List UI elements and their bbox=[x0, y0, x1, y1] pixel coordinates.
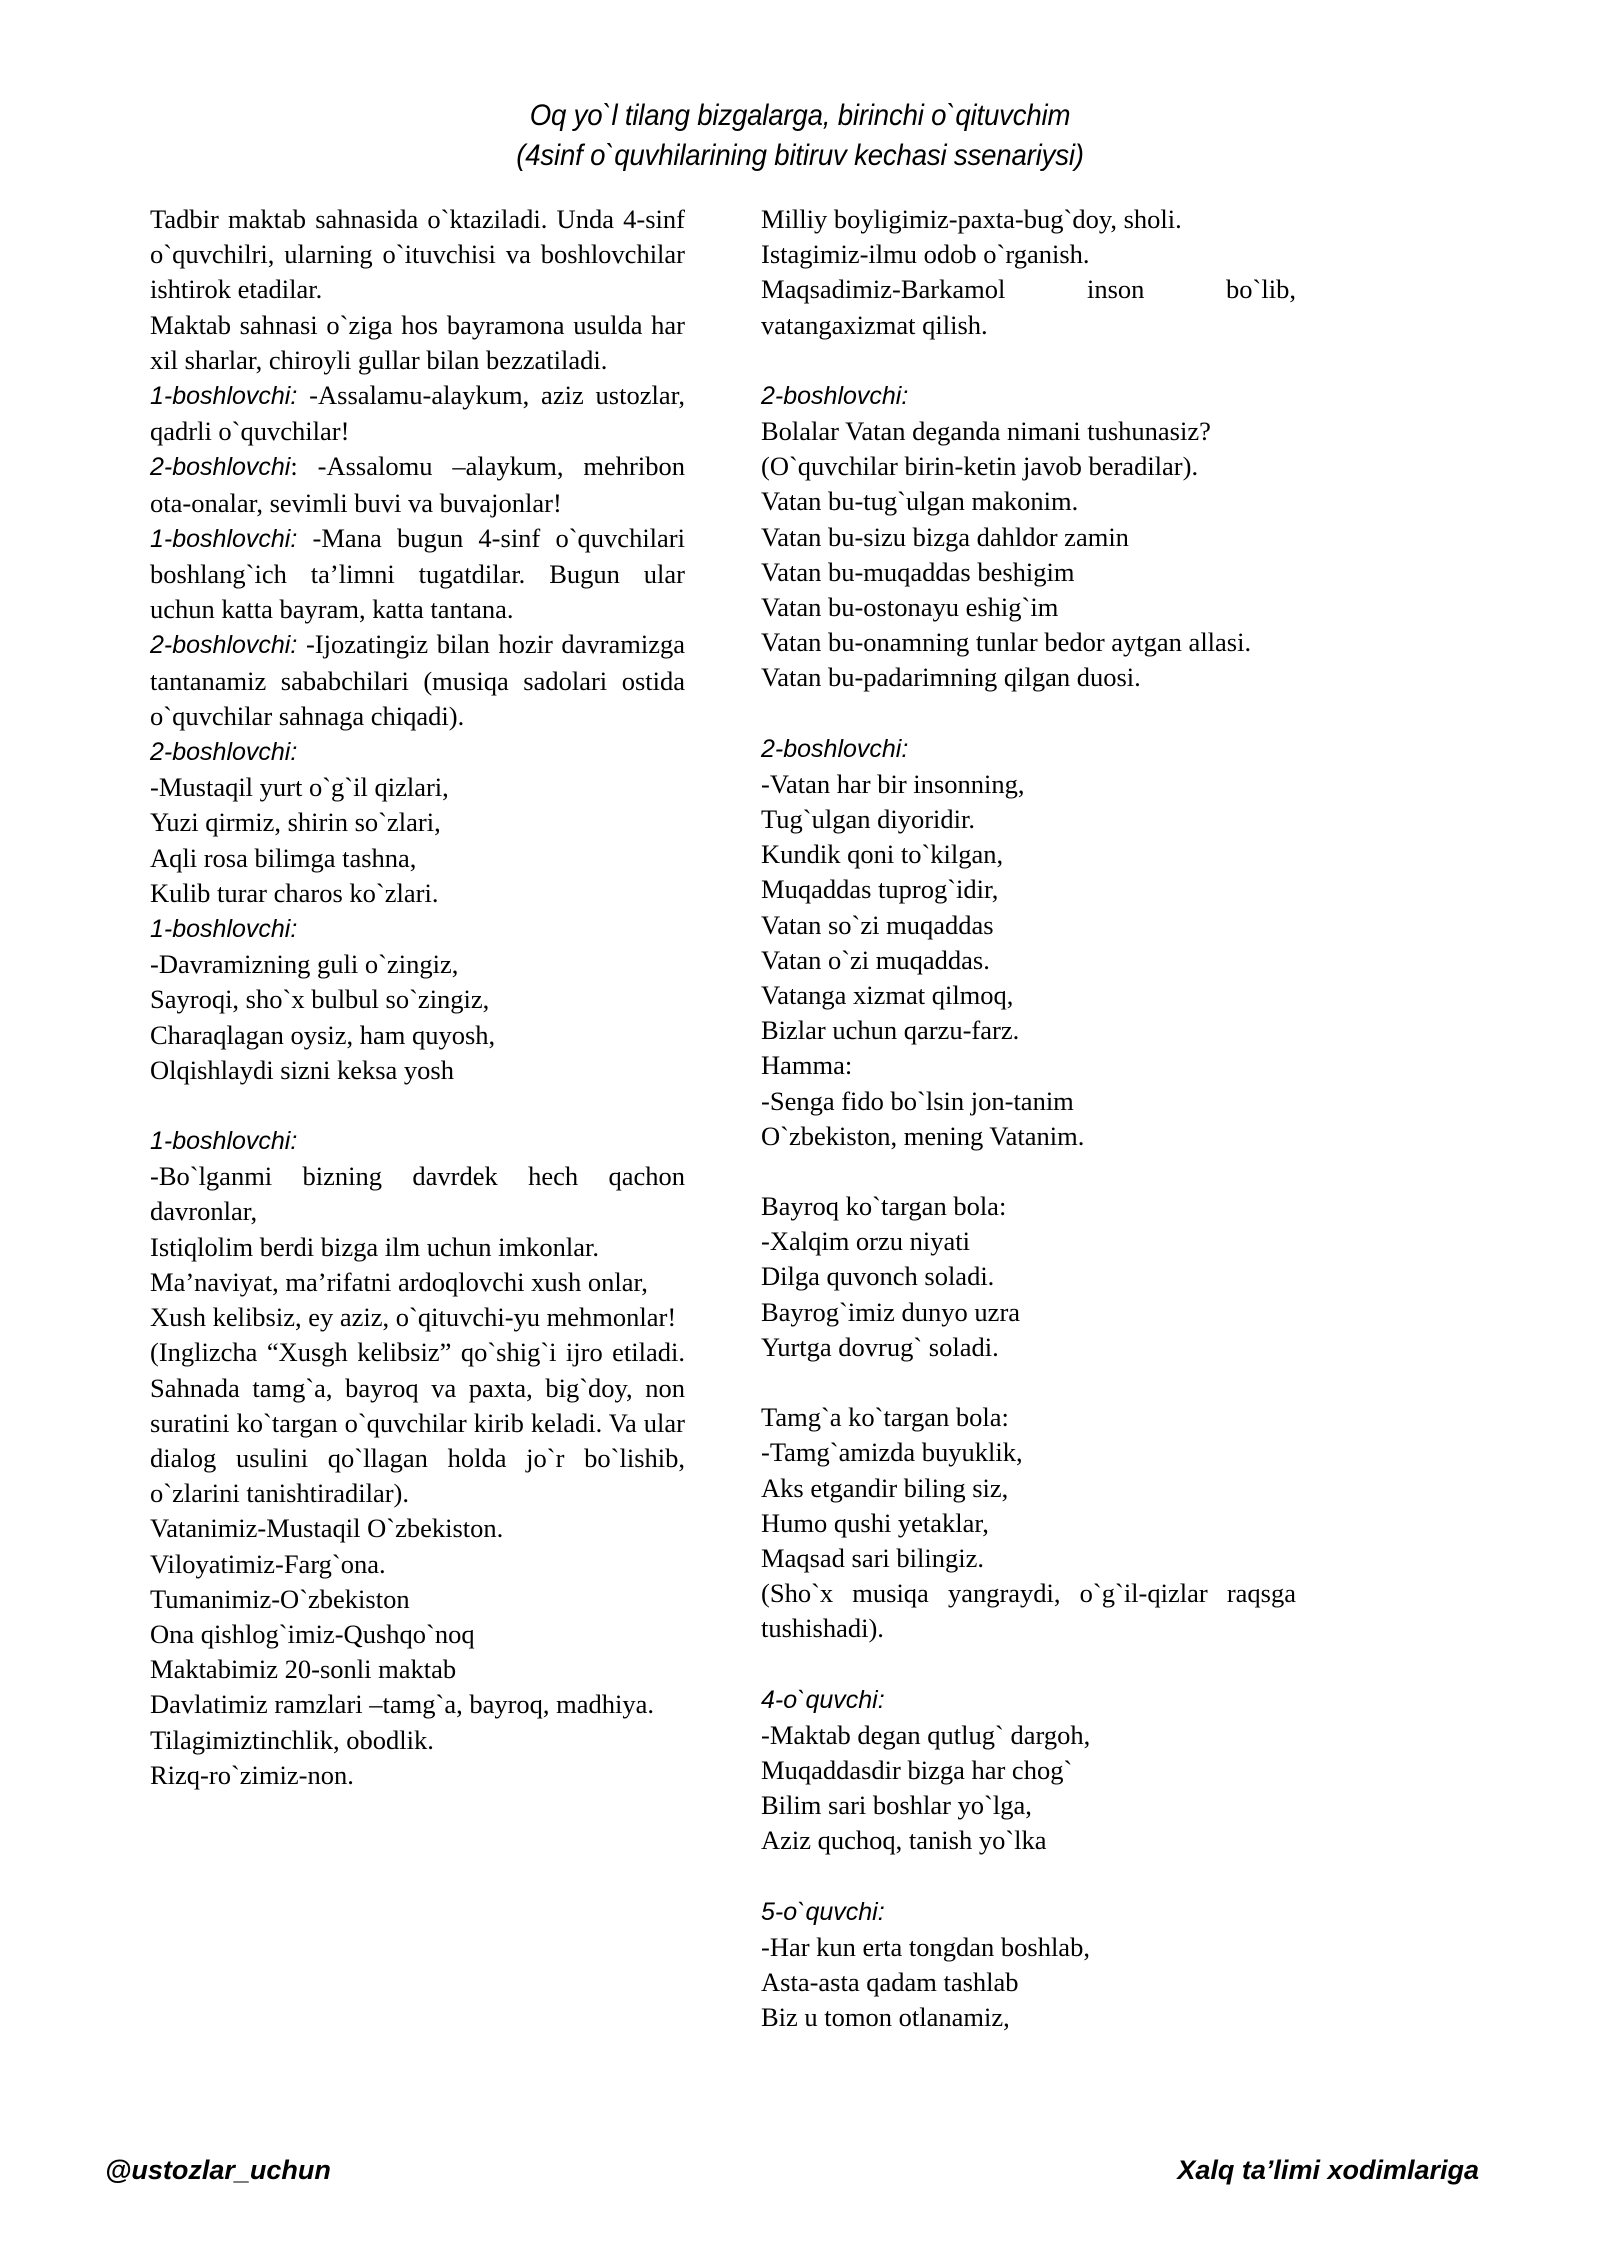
verse-line: Ona qishlog`imiz-Qushqo`noq bbox=[150, 1618, 475, 1649]
verse-line: Dilga quvonch soladi. bbox=[761, 1261, 995, 1292]
spacer bbox=[761, 696, 1296, 731]
spacer bbox=[761, 1154, 1296, 1189]
spacer bbox=[761, 1647, 1296, 1682]
verse-line: Aziz quchoq, tanish yo`lka bbox=[761, 1825, 1047, 1856]
verse-line: Vatan bu-muqaddas beshigim bbox=[761, 556, 1075, 587]
verse-line: Biz u tomon otlanamiz, bbox=[761, 2002, 1010, 2033]
verse-line: Vatan so`zi muqaddas bbox=[761, 909, 994, 940]
verse-line: Bayrog`imiz dunyo uzra bbox=[761, 1296, 1021, 1327]
verse-line: -Har kun erta tongdan boshlab, bbox=[761, 1931, 1090, 1962]
verse-line: Hamma: bbox=[761, 1050, 853, 1081]
speaker-label: 1-boshlovchi: bbox=[150, 382, 298, 411]
right-column bbox=[761, 202, 1296, 2035]
verse-line: -Tamg`amizda buyuklik, bbox=[761, 1437, 1023, 1468]
speaker-line bbox=[761, 1894, 1296, 1930]
verse-line: Istiqlolim berdi bizga ilm uchun imkonlar. bbox=[150, 1231, 599, 1262]
speaker-line bbox=[150, 1123, 685, 1159]
verse-line: Yuzi qirmiz, shirin so`zlari, bbox=[150, 807, 441, 838]
speaker-label: 2-boshlovchi: bbox=[150, 738, 298, 767]
verse-paragraph: Davlatimiz ramzlari –tamg`a, bayroq, madhiya. bbox=[150, 1689, 655, 1720]
verse-line: O`zbekiston, mening Vatanim. bbox=[761, 1120, 1085, 1151]
speaker-label: 5-o`quvchi: bbox=[761, 1897, 885, 1926]
verse-paragraph: Xush kelibsiz, ey aziz, o`qituvchi-yu mehmonlar! bbox=[150, 1302, 677, 1333]
speaker-label: 1-boshlovchi: bbox=[150, 524, 298, 553]
speaker-label: 1-boshlovchi: bbox=[150, 915, 298, 944]
verse-paragraph: -Bo`lganmi bizning davrdek hech qachon davronlar, bbox=[150, 1161, 685, 1227]
verse-line: -Davramizning guli o`zingiz, bbox=[150, 949, 459, 980]
spacer bbox=[150, 1088, 685, 1123]
speaker-label: 1-boshlovchi: bbox=[150, 1127, 298, 1156]
footer-credit: Xalq ta’limi xodimlariga bbox=[1177, 2155, 1479, 2185]
spacer bbox=[761, 1859, 1296, 1894]
speaker-label: 4-o`quvchi: bbox=[761, 1685, 885, 1714]
verse-line: -Senga fido bo`lsin jon-tanim bbox=[761, 1085, 1074, 1116]
verse-line: (O`quvchilar birin-ketin javob beradilar). bbox=[761, 451, 1199, 482]
verse-line: Vatan bu-sizu bizga dahldor zamin bbox=[761, 521, 1129, 552]
verse-line: Tilagimiztinchlik, obodlik. bbox=[150, 1724, 434, 1755]
verse-line: Vatan bu-padarimning qilgan duosi. bbox=[761, 662, 1141, 693]
verse-line: Charaqlagan oysiz, ham quyosh, bbox=[150, 1019, 496, 1050]
verse-line: Vatanimiz-Mustaqil O`zbekiston. bbox=[150, 1513, 504, 1544]
verse-line: Vatan bu-tug`ulgan makonim. bbox=[761, 486, 1079, 517]
paragraph: Maktab sahnasi o`ziga hos bayramona usulda har xil sharlar, chiroyli gullar bilan bezzatiladi. bbox=[150, 309, 685, 375]
verse-line: Tug`ulgan diyoridir. bbox=[761, 804, 975, 835]
verse-line: Maktabimiz 20-sonli maktab bbox=[150, 1654, 457, 1685]
dialogue-paragraph bbox=[150, 378, 685, 449]
dialogue-paragraph bbox=[150, 521, 685, 628]
speaker-line bbox=[761, 731, 1296, 767]
spacer bbox=[761, 1365, 1296, 1400]
paragraph: Tadbir maktab sahnasida o`ktaziladi. Unda 4-sinf o`quvchilri, ularning o`ituvchisi va boshlovchilar ishtirok etadilar. bbox=[150, 204, 685, 305]
page-title bbox=[150, 96, 1450, 176]
verse-line: Bizlar uchun qarzu-farz. bbox=[761, 1015, 1020, 1046]
verse-line: Milliy boyligimiz-paxta-bug`doy, sholi. bbox=[761, 204, 1182, 234]
speaker-label: 2-boshlovchi: bbox=[761, 734, 909, 763]
verse-paragraph: Maqsadimiz-Barkamol inson bo`lib, vatangaxizmat qilish. bbox=[761, 274, 1296, 340]
verse-line: Tamg`a ko`targan bola: bbox=[761, 1402, 1009, 1433]
verse-line: Asta-asta qadam tashlab bbox=[761, 1966, 1019, 1997]
verse-line: Maqsad sari bilingiz. bbox=[761, 1542, 984, 1573]
speaker-label: 2-boshlovchi bbox=[150, 453, 291, 482]
verse-line: Viloyatimiz-Farg`ona. bbox=[150, 1548, 386, 1579]
page-footer bbox=[105, 2155, 1495, 2186]
verse-paragraph: Vatan bu-onamning tunlar bedor aytgan allasi. bbox=[761, 627, 1252, 658]
stage-direction: (Inglizcha “Xusgh kelibsiz” qo`shig`i ijro etiladi. Sahnada tamg`a, bayroq va paxta, big`doy, non suratini ko`targan o`quvchilar kirib keladi. Va ular dialog usulini qo`llagan holda jo`r bo`lishib, o`zlarini tanishtiradilar). bbox=[150, 1337, 685, 1509]
verse-line: Aks etgandir biling siz, bbox=[761, 1472, 1009, 1503]
verse-line: -Maktab degan qutlug` dargoh, bbox=[761, 1719, 1091, 1750]
body-columns bbox=[150, 202, 1450, 2035]
title-line-1: Oq yo`l tilang bizgalarga, birinchi o`qituvchim bbox=[529, 99, 1071, 132]
verse-line: -Vatan har bir insonning, bbox=[761, 768, 1025, 799]
dialogue-text: -Mana bugun 4-sinf o`quvchilari boshlang`ich ta’limni tugatdilar. Bugun ular uchun katta bayram, katta tantana. bbox=[150, 522, 685, 625]
speaker-line bbox=[761, 1682, 1296, 1718]
title-line-2: (4sinf o`quvhilarining bitiruv kechasi ssenariysi) bbox=[516, 139, 1084, 172]
verse-line: Tumanimiz-O`zbekiston bbox=[150, 1583, 410, 1614]
verse-line: Muqaddas tuprog`idir, bbox=[761, 874, 999, 905]
verse-line: Kulib turar charos ko`zlari. bbox=[150, 877, 439, 908]
dialogue-text: -Ijozatingiz bilan hozir davramizga tantanamiz sababchilari (musiqa sadolari ostida o`quvchilar sahnaga chiqadi). bbox=[150, 629, 686, 731]
verse-line: Kundik qoni to`kilgan, bbox=[761, 839, 1004, 870]
verse-line: Muqaddasdir bizga har chog` bbox=[761, 1754, 1073, 1785]
left-column bbox=[150, 202, 685, 1793]
verse-line: Vatan bu-ostonayu eshig`im bbox=[761, 592, 1059, 623]
verse-line: Bolalar Vatan deganda nimani tushunasiz? bbox=[761, 416, 1211, 447]
verse-line: Humo qushi yetaklar, bbox=[761, 1507, 989, 1538]
speaker-label: 2-boshlovchi: bbox=[761, 381, 909, 410]
verse-line: Bayroq ko`targan bola: bbox=[761, 1191, 1007, 1222]
verse-line: Olqishlaydi sizni keksa yosh bbox=[150, 1054, 454, 1085]
verse-line: Vatan o`zi muqaddas. bbox=[761, 944, 990, 975]
speaker-label: 2-boshlovchi: bbox=[150, 631, 298, 660]
verse-line: Istagimiz-ilmu odob o`rganish. bbox=[761, 239, 1090, 270]
verse-line: -Mustaqil yurt o`g`il qizlari, bbox=[150, 772, 449, 803]
speaker-line bbox=[150, 911, 685, 947]
dialogue-text: -Assalamu-alaykum, aziz ustozlar, qadrli o`quvchilar! bbox=[150, 380, 686, 447]
verse-paragraph: Ma’naviyat, ma’rifatni ardoqlovchi xush onlar, bbox=[150, 1266, 648, 1297]
spacer bbox=[761, 343, 1296, 378]
verse-line: Aqli rosa bilimga tashna, bbox=[150, 842, 417, 873]
verse-line: Rizq-ro`zimiz-non. bbox=[150, 1759, 354, 1790]
verse-line: Bilim sari boshlar yo`lga, bbox=[761, 1790, 1032, 1821]
verse-line: -Xalqim orzu niyati bbox=[761, 1226, 970, 1257]
footer-handle: @ustozlar_uchun bbox=[105, 2155, 331, 2185]
stage-direction: (Sho`x musiqa yangraydi, o`g`il-qizlar raqsga tushishadi). bbox=[761, 1578, 1296, 1644]
dialogue-paragraph bbox=[150, 449, 685, 520]
verse-line: Sayroqi, sho`x bulbul so`zingiz, bbox=[150, 984, 490, 1015]
verse-line: Vatanga xizmat qilmoq, bbox=[761, 980, 1014, 1011]
dialogue-paragraph bbox=[150, 627, 685, 734]
speaker-line bbox=[761, 378, 1296, 414]
dialogue-text: : -Assalomu –alaykum, mehribon ota-onalar, sevimli buvi va buvajonlar! bbox=[150, 451, 685, 518]
verse-line: Yurtga dovrug` soladi. bbox=[761, 1331, 999, 1362]
speaker-line bbox=[150, 734, 685, 770]
